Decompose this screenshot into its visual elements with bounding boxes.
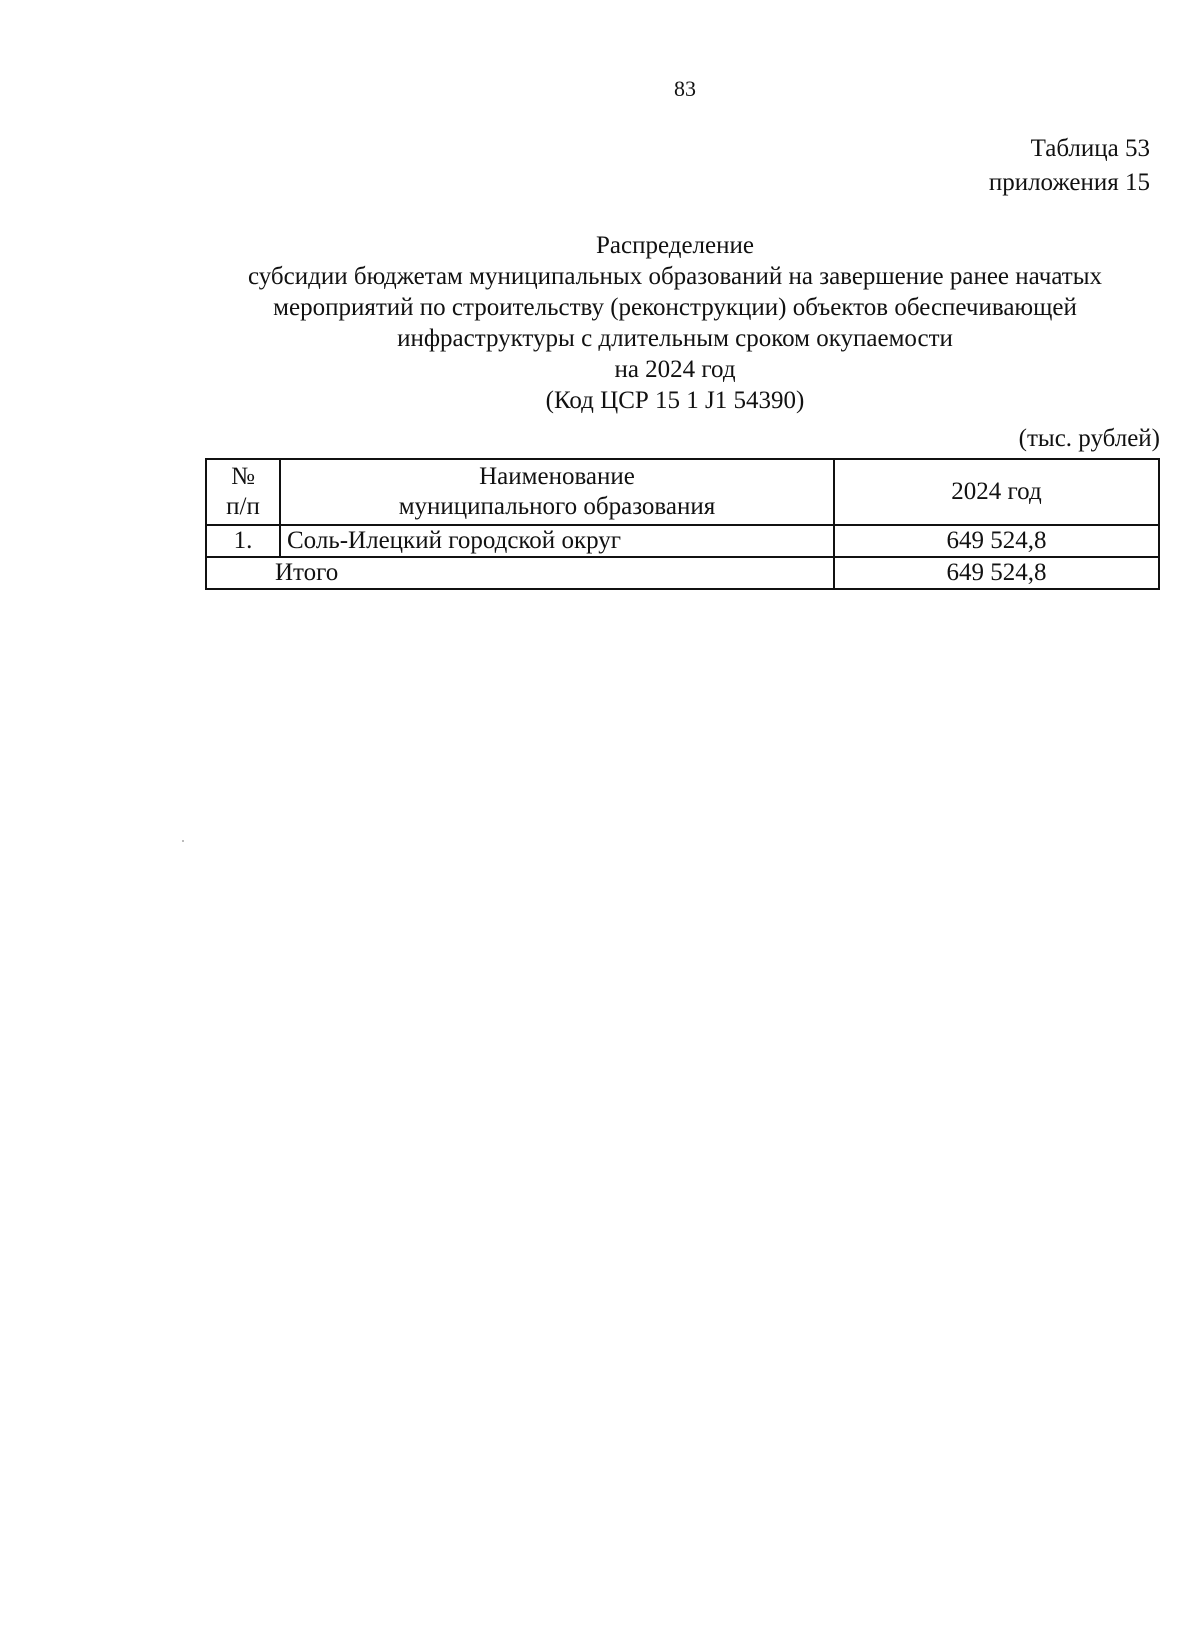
page-number-text: 83 xyxy=(674,76,696,101)
table-row xyxy=(206,525,1159,557)
header-number-line2: п/п xyxy=(226,493,260,520)
appendix-reference xyxy=(989,132,1150,200)
table-header-row xyxy=(206,459,1159,525)
units-label: (тыс. рублей) xyxy=(1018,425,1160,452)
title-line-5: на 2024 год xyxy=(614,356,736,383)
row-value: 649 524,8 xyxy=(834,525,1159,557)
scan-speck xyxy=(182,840,184,842)
title-line-6: (Код ЦСР 15 1 J1 54390) xyxy=(545,387,805,414)
header-name xyxy=(280,459,834,525)
header-name-line2: муниципального образования xyxy=(398,493,716,520)
total-label: Итого xyxy=(206,557,834,589)
total-value: 649 524,8 xyxy=(834,557,1159,589)
title-line-2: субсидии бюджетам муниципальных образований на завершение ранее начатых xyxy=(247,263,1103,290)
title-line-1: Распределение xyxy=(596,232,754,259)
row-number: 1. xyxy=(206,525,280,557)
header-year: 2024 год xyxy=(834,459,1159,525)
document-title xyxy=(195,230,1155,416)
header-number-line1: № xyxy=(231,463,255,490)
row-name: Соль-Илецкий городской округ xyxy=(280,525,834,557)
table-label: Таблица 53 xyxy=(1030,135,1150,162)
title-line-3: мероприятий по строительству (реконструкции) объектов обеспечивающей xyxy=(273,294,1077,321)
header-name-line1: Наименование xyxy=(479,463,635,490)
title-line-4: инфраструктуры с длительным сроком окупаемости xyxy=(397,325,953,352)
total-row xyxy=(206,557,1159,589)
appendix-label: приложения 15 xyxy=(988,169,1150,196)
distribution-table xyxy=(205,458,1160,590)
header-number xyxy=(206,459,280,525)
